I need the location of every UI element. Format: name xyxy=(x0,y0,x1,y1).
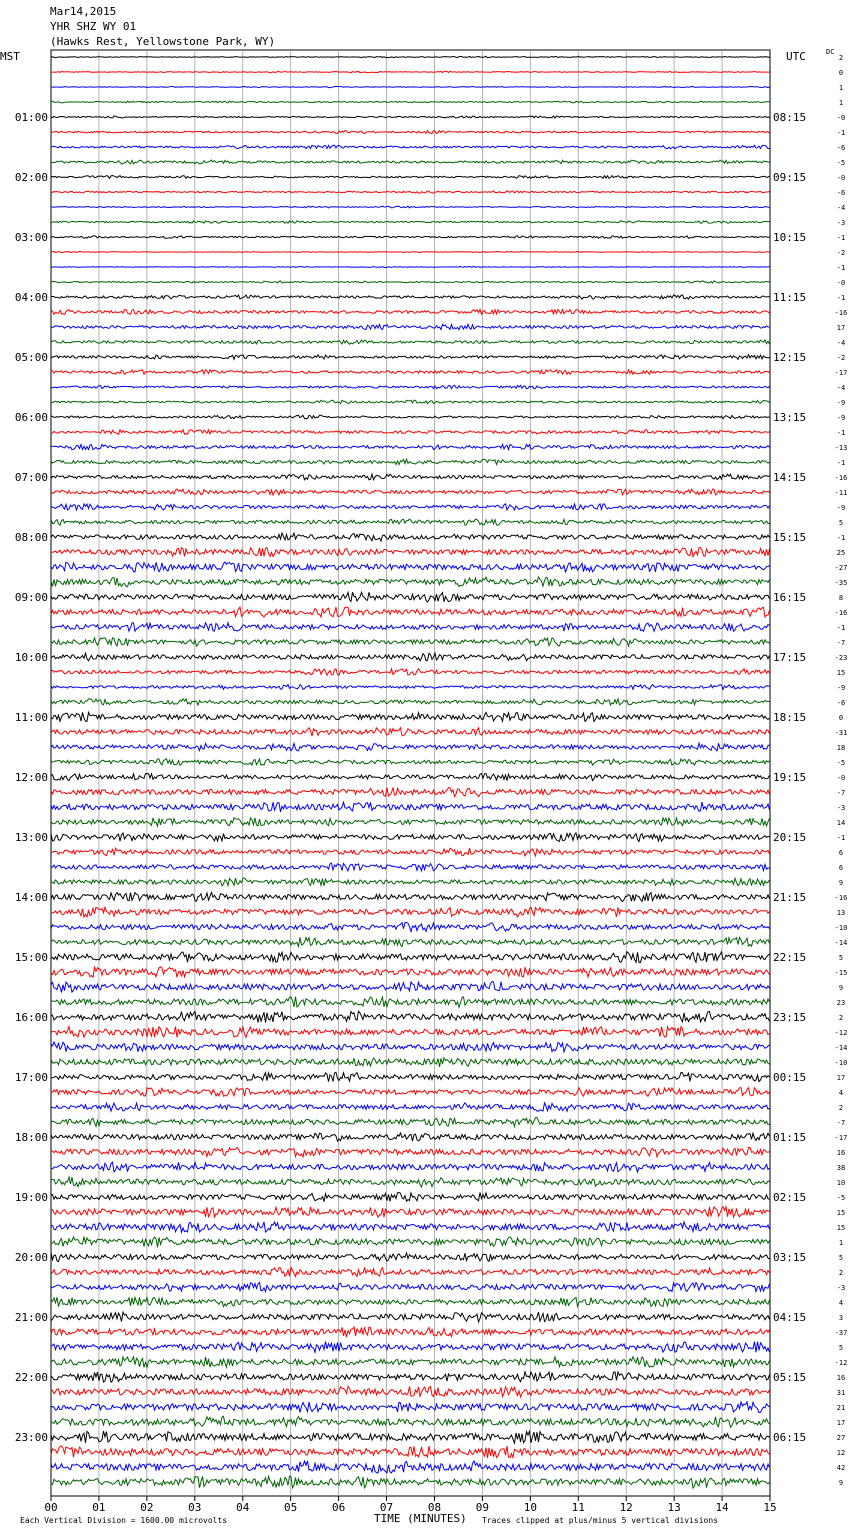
trace-73 xyxy=(51,1147,770,1156)
utc-hour-label: 13:15 xyxy=(773,411,807,424)
trace-46 xyxy=(51,743,770,751)
trace-6 xyxy=(51,145,770,149)
x-tick-label: 08 xyxy=(427,1501,442,1514)
dc-offset-label: 9 xyxy=(838,984,844,992)
trace-48 xyxy=(51,774,770,781)
trace-24 xyxy=(51,415,770,418)
dc-offset-label: -0 xyxy=(836,114,846,122)
dc-offset-label: 25 xyxy=(836,549,846,557)
x-tick-label: 13 xyxy=(667,1501,681,1514)
dc-offset-label: 2 xyxy=(838,1269,844,1277)
trace-50 xyxy=(51,802,770,812)
trace-22 xyxy=(51,385,770,388)
dc-offset-label: -1 xyxy=(836,294,846,302)
dc-offset-label: -2 xyxy=(836,354,846,362)
trace-43 xyxy=(51,699,770,705)
trace-8 xyxy=(51,176,770,179)
dc-offset-label: -6 xyxy=(836,189,846,197)
trace-25 xyxy=(51,430,770,435)
dc-offset-label: -0 xyxy=(836,174,846,182)
trace-57 xyxy=(51,907,770,917)
dc-offset-label: -0 xyxy=(836,774,846,782)
trace-28 xyxy=(51,474,770,480)
dc-offset-label: -5 xyxy=(836,159,846,167)
x-tick-label: 10 xyxy=(523,1501,537,1514)
utc-hour-label: 06:15 xyxy=(773,1431,807,1444)
utc-hour-label: 22:15 xyxy=(773,951,807,964)
dc-offset-label: 23 xyxy=(836,999,846,1007)
dc-offset-label: -1 xyxy=(836,264,846,272)
dc-offset-label: 5 xyxy=(838,519,844,527)
utc-hour-label: 15:15 xyxy=(773,531,807,544)
trace-49 xyxy=(51,788,770,797)
dc-offset-label: -4 xyxy=(836,204,846,212)
trace-63 xyxy=(51,997,770,1008)
dc-offset-label: 14 xyxy=(836,819,846,827)
trace-13 xyxy=(51,251,770,252)
utc-hour-label: 23:15 xyxy=(773,1011,807,1024)
mst-hour-label: 06:00 xyxy=(14,411,48,424)
dc-offset-label: 15 xyxy=(836,669,846,677)
mst-hour-label: 04:00 xyxy=(14,291,48,304)
x-tick-label: 00 xyxy=(44,1501,58,1514)
trace-85 xyxy=(51,1327,770,1337)
trace-5 xyxy=(51,131,770,134)
utc-hour-label: 18:15 xyxy=(773,711,807,724)
mst-hour-label: 09:00 xyxy=(14,591,48,604)
trace-94 xyxy=(51,1461,770,1473)
dc-offset-label: 5 xyxy=(838,1254,844,1262)
trace-23 xyxy=(51,400,770,403)
dc-offset-label: -37 xyxy=(834,1329,848,1337)
dc-offset-label: -12 xyxy=(834,1029,848,1037)
x-tick-label: 03 xyxy=(188,1501,202,1514)
dc-offset-label: 17 xyxy=(836,324,846,332)
trace-92 xyxy=(51,1431,770,1443)
dc-offset-label: 6 xyxy=(838,864,844,872)
mst-hour-label: 16:00 xyxy=(14,1011,48,1024)
trace-45 xyxy=(51,728,770,737)
dc-offset-label: 1 xyxy=(838,99,844,107)
mst-hour-label: 10:00 xyxy=(14,651,48,664)
trace-70 xyxy=(51,1103,770,1111)
dc-offset-label: 38 xyxy=(836,1164,846,1172)
mst-hour-label: 18:00 xyxy=(14,1131,48,1144)
trace-84 xyxy=(51,1312,770,1322)
trace-33 xyxy=(51,548,770,557)
trace-1 xyxy=(51,71,770,72)
x-tick-label: 14 xyxy=(715,1501,729,1514)
mst-hour-label: 21:00 xyxy=(14,1311,48,1324)
trace-56 xyxy=(51,892,770,901)
dc-offset-label: -3 xyxy=(836,1284,846,1292)
trace-16 xyxy=(51,295,770,299)
mst-hour-label: 14:00 xyxy=(14,891,48,904)
trace-32 xyxy=(51,533,770,541)
trace-27 xyxy=(51,459,770,464)
dc-offset-label: -0 xyxy=(836,279,846,287)
trace-38 xyxy=(51,623,770,631)
dc-offset-label: -13 xyxy=(834,444,848,452)
trace-34 xyxy=(51,562,770,572)
x-tick-label: 12 xyxy=(619,1501,633,1514)
mst-hour-label: 23:00 xyxy=(14,1431,48,1444)
trace-67 xyxy=(51,1058,770,1067)
dc-offset-label: 9 xyxy=(838,1479,844,1487)
dc-offset-label: -1 xyxy=(836,459,846,467)
trace-19 xyxy=(51,340,770,344)
trace-88 xyxy=(51,1372,770,1382)
mst-hour-label: 17:00 xyxy=(14,1071,48,1084)
dc-offset-label: -16 xyxy=(834,894,848,902)
dc-offset-label: 10 xyxy=(836,1179,846,1187)
trace-53 xyxy=(51,848,770,856)
dc-offset-label: -11 xyxy=(834,489,848,497)
x-tick-label: 15 xyxy=(763,1501,777,1514)
trace-58 xyxy=(51,922,770,931)
trace-86 xyxy=(51,1342,770,1353)
trace-18 xyxy=(51,324,770,329)
trace-93 xyxy=(51,1446,770,1458)
trace-47 xyxy=(51,759,770,765)
trace-76 xyxy=(51,1192,770,1201)
dc-offset-label: -17 xyxy=(834,369,848,377)
dc-offset-label: -2 xyxy=(836,249,846,257)
dc-offset-label: -9 xyxy=(836,684,846,692)
trace-44 xyxy=(51,712,770,721)
x-tick-label: 11 xyxy=(571,1501,585,1514)
dc-offset-label: 5 xyxy=(838,1344,844,1352)
utc-hour-label: 02:15 xyxy=(773,1191,807,1204)
utc-axis-label: UTC xyxy=(786,50,806,63)
trace-87 xyxy=(51,1357,770,1368)
dc-offset-label: 9 xyxy=(838,879,844,887)
dc-offset-label: 13 xyxy=(836,909,846,917)
dc-offset-label: 15 xyxy=(836,1224,846,1232)
trace-72 xyxy=(51,1133,770,1141)
trace-77 xyxy=(51,1207,770,1217)
x-tick-label: 07 xyxy=(379,1501,394,1514)
station-label: YHR SHZ WY 01 xyxy=(50,20,137,33)
trace-69 xyxy=(51,1088,770,1097)
trace-51 xyxy=(51,818,770,826)
trace-7 xyxy=(51,160,770,164)
utc-hour-label: 20:15 xyxy=(773,831,807,844)
dc-offset-label: 12 xyxy=(836,1449,846,1457)
dc-offset-label: 0 xyxy=(838,69,844,77)
trace-55 xyxy=(51,878,770,886)
dc-offset-label: -31 xyxy=(834,729,848,737)
trace-3 xyxy=(51,101,770,103)
mst-hour-label: 15:00 xyxy=(14,951,48,964)
dc-offset-label: -23 xyxy=(834,654,848,662)
trace-62 xyxy=(51,982,770,993)
x-tick-label: 05 xyxy=(284,1501,298,1514)
dc-offset-label: 21 xyxy=(836,1404,846,1412)
trace-83 xyxy=(51,1297,770,1306)
mst-hour-label: 05:00 xyxy=(14,351,48,364)
dc-offset-label: 17 xyxy=(836,1419,846,1427)
dc-offset-label: 27 xyxy=(836,1434,846,1442)
trace-75 xyxy=(51,1177,770,1187)
trace-35 xyxy=(51,577,770,587)
x-tick-label: 02 xyxy=(140,1501,154,1514)
x-tick-label: 01 xyxy=(92,1501,106,1514)
dc-offset-label: 1 xyxy=(838,84,844,92)
mst-hour-label: 19:00 xyxy=(14,1191,48,1204)
dc-offset-label: 2 xyxy=(838,54,844,62)
utc-hour-label: 17:15 xyxy=(773,651,807,664)
trace-17 xyxy=(51,309,770,314)
mst-hour-label: 20:00 xyxy=(14,1251,48,1264)
mst-hour-label: 01:00 xyxy=(14,111,48,124)
trace-20 xyxy=(51,355,770,360)
utc-hour-label: 21:15 xyxy=(773,891,807,904)
dc-offset-label: -9 xyxy=(836,414,846,422)
dc-offset-label: -3 xyxy=(836,219,846,227)
vertical-division-note: Each Vertical Division = 1600.00 microvolts xyxy=(20,1516,228,1525)
mst-hour-label: 12:00 xyxy=(14,771,48,784)
dc-offset-label: 2 xyxy=(838,1014,844,1022)
dc-offset-label: -14 xyxy=(834,1044,848,1052)
dc-offset-label: -1 xyxy=(836,234,846,242)
dc-offset-label: -10 xyxy=(834,924,848,932)
dc-offset-label: -1 xyxy=(836,624,846,632)
trace-59 xyxy=(51,937,770,946)
trace-15 xyxy=(51,281,770,283)
dc-offset-label: -1 xyxy=(836,834,846,842)
clipping-note: Traces clipped at plus/minus 5 vertical divisions xyxy=(482,1516,719,1525)
dc-offset-label: -16 xyxy=(834,609,848,617)
dc-offset-label: -4 xyxy=(836,339,846,347)
dc-offset-label: 2 xyxy=(838,1104,844,1112)
dc-offset-label: -5 xyxy=(836,759,846,767)
x-tick-label: 06 xyxy=(331,1501,346,1514)
trace-81 xyxy=(51,1267,770,1276)
dc-offset-label: -7 xyxy=(836,789,846,797)
dc-offset-label: -12 xyxy=(834,1359,848,1367)
utc-hour-label: 04:15 xyxy=(773,1311,807,1324)
trace-91 xyxy=(51,1416,770,1427)
trace-11 xyxy=(51,221,770,224)
utc-hour-label: 03:15 xyxy=(773,1251,807,1264)
utc-hour-label: 00:15 xyxy=(773,1071,807,1084)
dc-offset-label: 18 xyxy=(836,744,846,752)
dc-offset-label: 31 xyxy=(836,1389,846,1397)
trace-14 xyxy=(51,266,770,267)
date-label: Mar14,2015 xyxy=(50,5,117,18)
trace-39 xyxy=(51,638,770,646)
dc-offset-label: -17 xyxy=(834,1134,848,1142)
dc-offset-label: -3 xyxy=(836,804,846,812)
trace-90 xyxy=(51,1402,770,1413)
trace-41 xyxy=(51,669,770,675)
dc-offset-label: -1 xyxy=(836,534,846,542)
dc-offset-label: 16 xyxy=(836,1149,846,1157)
trace-37 xyxy=(51,607,770,617)
trace-40 xyxy=(51,653,770,661)
x-tick-label: 04 xyxy=(236,1501,250,1514)
dc-offset-label: -1 xyxy=(836,129,846,137)
utc-hour-label: 01:15 xyxy=(773,1131,807,1144)
dc-offset-label: -6 xyxy=(836,699,846,707)
trace-74 xyxy=(51,1162,770,1172)
dc-offset-label: -9 xyxy=(836,504,846,512)
x-tick-label: 09 xyxy=(475,1501,490,1514)
dc-offset-label: 15 xyxy=(836,1209,846,1217)
utc-hour-label: 16:15 xyxy=(773,591,807,604)
location-label: (Hawks Rest, Yellowstone Park, WY) xyxy=(50,35,276,48)
utc-hour-label: 14:15 xyxy=(773,471,807,484)
dc-offset-label: -7 xyxy=(836,1119,846,1127)
dc-offset-label: -9 xyxy=(836,399,846,407)
trace-54 xyxy=(51,863,770,871)
dc-offset-label: 6 xyxy=(838,849,844,857)
trace-65 xyxy=(51,1027,770,1038)
dc-offset-label: 0 xyxy=(838,714,844,722)
dc-offset-label: -14 xyxy=(834,939,848,947)
utc-hour-label: 09:15 xyxy=(773,171,807,184)
trace-95 xyxy=(51,1476,770,1488)
mst-hour-label: 13:00 xyxy=(14,831,48,844)
dc-offset-label: 16 xyxy=(836,1374,846,1382)
dc-offset-label: 17 xyxy=(836,1074,846,1082)
dc-offset-label: 4 xyxy=(838,1089,844,1097)
trace-36 xyxy=(51,592,770,602)
trace-21 xyxy=(51,370,770,375)
dc-offset-label: 8 xyxy=(838,594,844,602)
dc-offset-label: -15 xyxy=(834,969,848,977)
dc-offset-label: -7 xyxy=(836,639,846,647)
trace-26 xyxy=(51,444,770,449)
trace-64 xyxy=(51,1011,770,1022)
mst-hour-label: 08:00 xyxy=(14,531,48,544)
trace-66 xyxy=(51,1042,770,1052)
utc-hour-label: 19:15 xyxy=(773,771,807,784)
trace-2 xyxy=(51,86,770,87)
dc-offset-label: -27 xyxy=(834,564,848,572)
dc-offset-label: -4 xyxy=(836,384,846,392)
mst-axis-label: MST xyxy=(0,50,20,63)
utc-hour-label: 08:15 xyxy=(773,111,807,124)
trace-4 xyxy=(51,116,770,118)
trace-30 xyxy=(51,504,770,510)
mst-hour-label: 03:00 xyxy=(14,231,48,244)
trace-52 xyxy=(51,833,770,842)
dc-label: DC xyxy=(826,48,835,56)
dc-offset-label: -16 xyxy=(834,309,848,317)
trace-0 xyxy=(51,56,770,57)
trace-12 xyxy=(51,236,770,238)
trace-29 xyxy=(51,489,770,495)
trace-60 xyxy=(51,952,770,963)
mst-hour-label: 11:00 xyxy=(14,711,48,724)
trace-9 xyxy=(51,191,770,193)
trace-79 xyxy=(51,1237,770,1248)
dc-offset-label: -1 xyxy=(836,429,846,437)
trace-78 xyxy=(51,1222,770,1232)
mst-hour-label: 22:00 xyxy=(14,1371,48,1384)
trace-89 xyxy=(51,1386,770,1397)
trace-80 xyxy=(51,1252,770,1261)
dc-offset-label: -5 xyxy=(836,1194,846,1202)
trace-71 xyxy=(51,1118,770,1127)
utc-hour-label: 11:15 xyxy=(773,291,807,304)
trace-82 xyxy=(51,1282,770,1291)
dc-offset-label: -16 xyxy=(834,474,848,482)
utc-hour-label: 12:15 xyxy=(773,351,807,364)
dc-offset-label: -10 xyxy=(834,1059,848,1067)
dc-offset-label: 5 xyxy=(838,954,844,962)
dc-offset-label: -6 xyxy=(836,144,846,152)
dc-offset-label: -35 xyxy=(834,579,848,587)
dc-offset-label: 42 xyxy=(836,1464,846,1472)
utc-hour-label: 05:15 xyxy=(773,1371,807,1384)
trace-68 xyxy=(51,1072,770,1081)
trace-61 xyxy=(51,967,770,977)
dc-offset-label: 4 xyxy=(838,1299,844,1307)
dc-offset-label: 3 xyxy=(838,1314,844,1322)
mst-hour-label: 02:00 xyxy=(14,171,48,184)
trace-42 xyxy=(51,685,770,690)
mst-hour-label: 07:00 xyxy=(14,471,48,484)
utc-hour-label: 10:15 xyxy=(773,231,807,244)
trace-31 xyxy=(51,519,770,525)
trace-10 xyxy=(51,206,770,208)
x-axis-label: TIME (MINUTES) xyxy=(374,1512,467,1525)
dc-offset-label: 1 xyxy=(838,1239,844,1247)
